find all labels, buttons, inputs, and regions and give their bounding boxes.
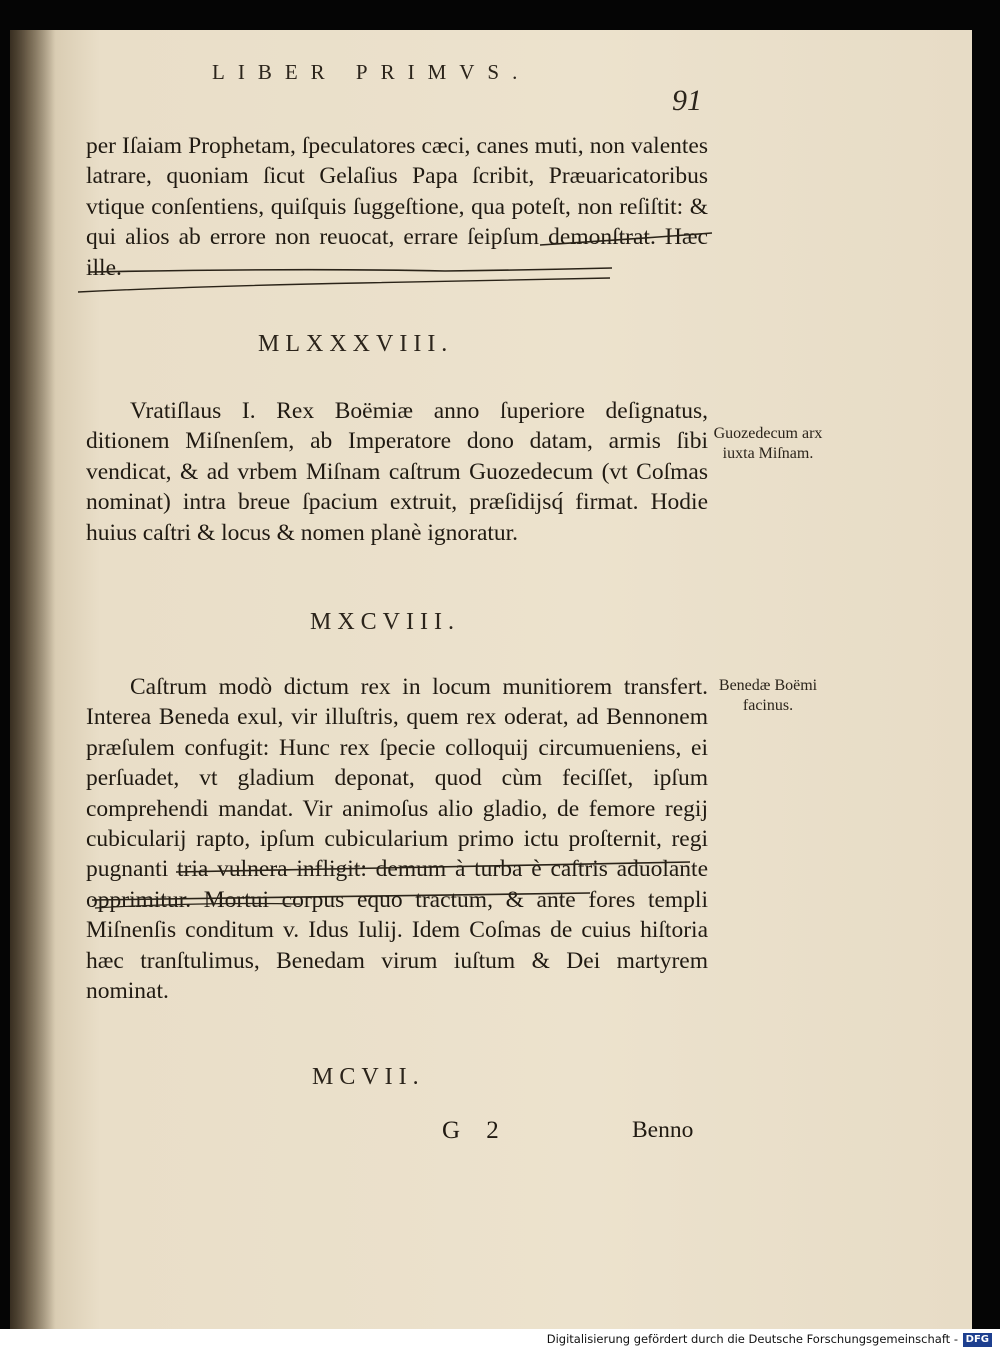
digitization-footer — [0, 1329, 1000, 1351]
year-heading-1107: MCVII. — [312, 1064, 425, 1090]
digitization-credit: Digitalisierung gefördert durch die Deutsche Forschungsgemeinschaft - — [546, 1332, 958, 1346]
dfg-logo-icon: DFG — [963, 1333, 992, 1347]
year-heading-1098: MXCVIII. — [310, 609, 460, 635]
year-heading-1088: MLXXXVIII. — [258, 331, 454, 357]
marginal-note-guozedecum: Guozedecum arx iuxta Miſnam. — [713, 425, 823, 462]
marginal-note-beneda: Benedæ Boëmi facinus. — [718, 677, 818, 714]
paragraph-continuation: per Iſaiam Prophetam, ſpeculatores cæci, canes muti, non valentes latrare, quoniam ſicut Gelaſius Papa ſcribit, Præuaricatoribus vtique conſentiens, quiſquis ſuggeſtione, qua poteſt, non reſiſtit: & qui alios ab errore non reuocat, errare ſeipſum demonſtrat. Hæc ille. — [86, 133, 708, 281]
running-title: LIBER PRIMVS. — [212, 60, 531, 84]
signature-mark: G 2 — [442, 1117, 509, 1144]
paragraph-1088: Vratiſlaus I. Rex Boëmiæ anno ſuperiore deſignatus, ditionem Miſnenſem, ab Imperatore dono datam, armis ſibi vendicat, & ad vrbem Miſnam caſtrum Guozedecum (vt Coſmas nominat) intra breue ſpacium extruit, præſidijsq́ firmat. Hodie huius caſtri & locus & nomen planè ignoratur. — [86, 398, 708, 546]
paragraph-1098: Caſtrum modò dictum rex in locum munitiorem transfert. Interea Beneda exul, vir illuſtris, quem rex oderat, ad Bennonem præſulem confugit: Hunc rex ſpecie colloquij circumueniens, ei perſuadet, vt gladium deponat, quod cùm feciſſet, ipſum comprehendi mandat. Vir animoſus alio gladio, de femore regij cubicularij rapto, ipſum cubicularium primo ictu proſternit, regi pugnanti tria vulnera infligit: demum à turba è caſtris aduolante opprimitur. Mortui corpus equo tractum, & ante fores templi Miſnenſis conditum v. Idus Iulij. Idem Coſmas de cuius hiſtoria hæc tranſtulimus, Benedam virum iuſtum & Dei martyrem nominat. — [86, 674, 708, 1005]
catchword: Benno — [632, 1117, 694, 1143]
page-number: 91 — [672, 84, 702, 117]
